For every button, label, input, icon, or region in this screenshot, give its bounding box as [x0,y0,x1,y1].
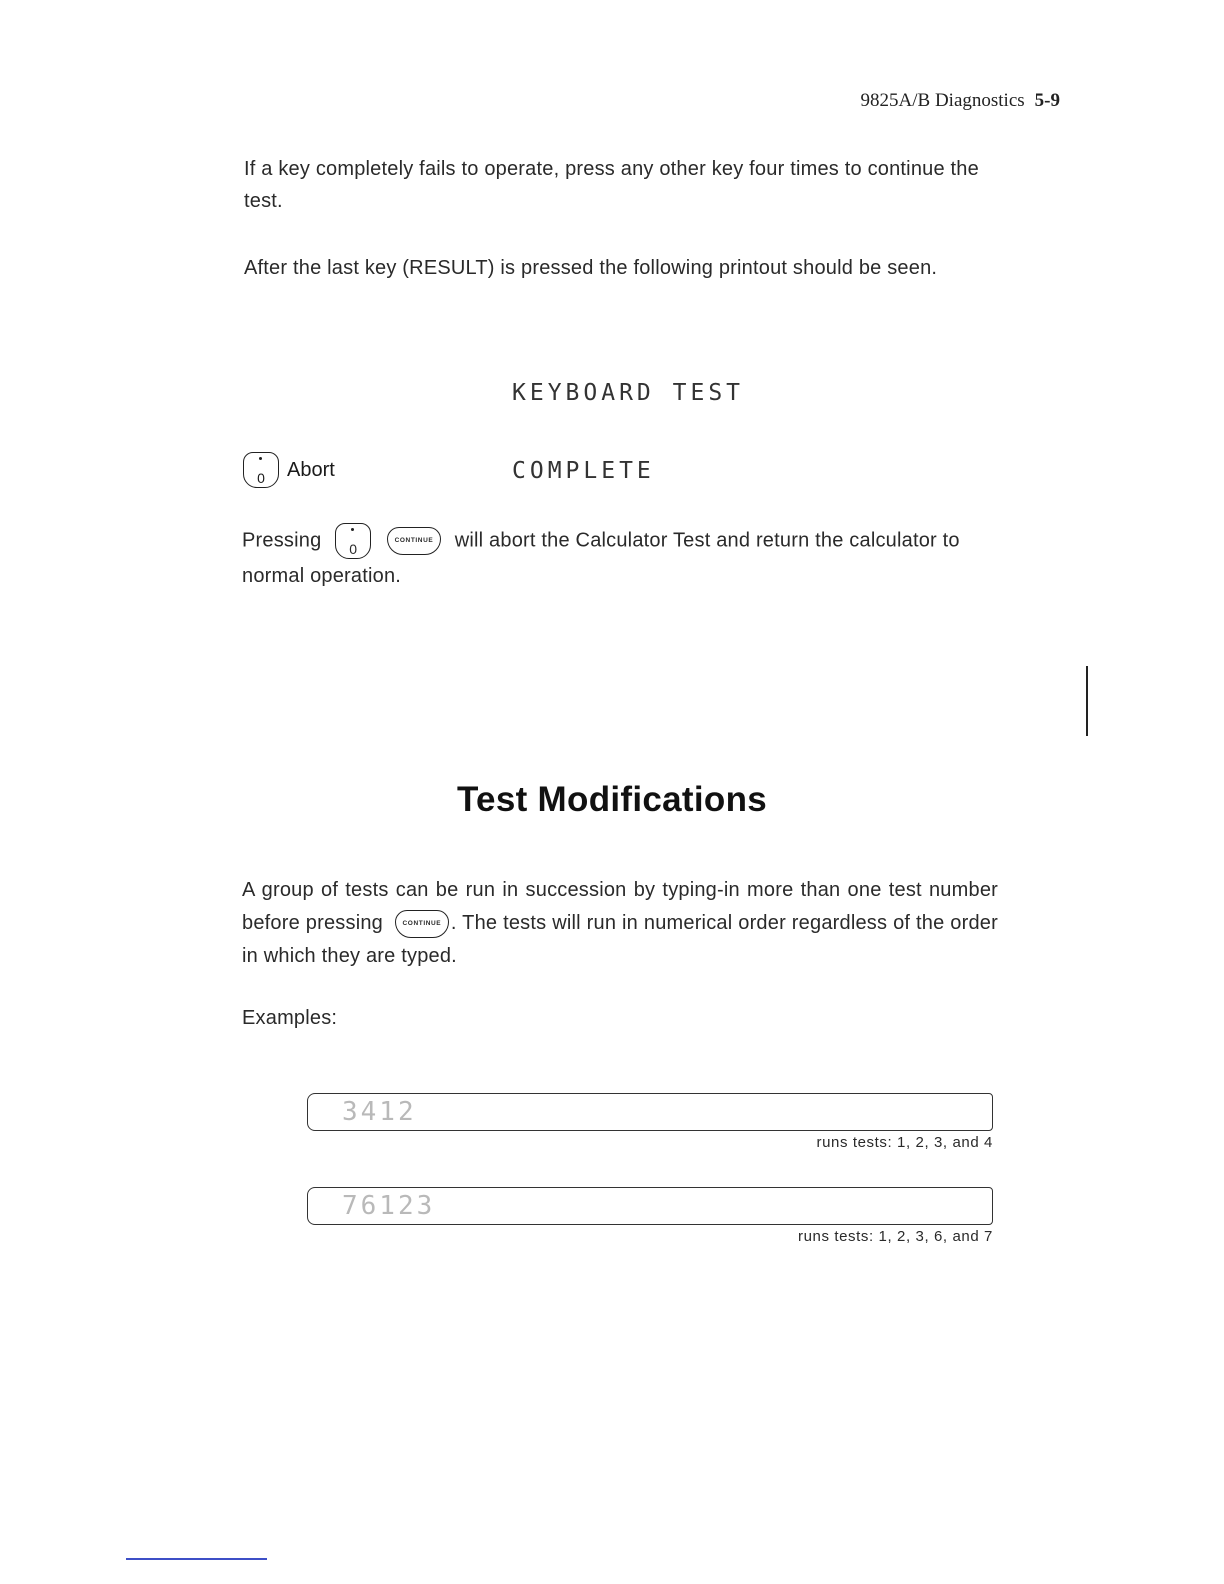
running-header [760,90,1060,112]
footer-rule [126,1558,267,1560]
abort-text-after: will abort the Calculator Test and return the calculator to normal operation. [242,529,960,587]
examples-label: Examples: [242,1007,338,1029]
display-example-1 [307,1093,993,1131]
keyboard-test-printout [512,328,744,510]
example-2-caption: runs tests: 1, 2, 3, 6, and 7 [797,1228,993,1245]
modifications-text-before: A group of tests can be run in succession by typing-in more than one test number before pressing [242,879,998,934]
zero-key-icon: 0 [243,452,279,488]
continue-key-icon: CONTINUE [387,527,441,555]
display-value: 3412 [342,1097,417,1127]
abort-heading-text: Abort [287,458,335,481]
margin-change-bar [1086,666,1088,736]
display-example-2 [307,1187,993,1225]
printout-line-2: COMPLETE [512,458,655,484]
paragraph-after-last-key: After the last key (RESULT) is pressed the following printout should be seen. [244,257,938,279]
continue-key-icon: CONTINUE [395,910,449,938]
section-title: Test Modifications [456,780,768,819]
page-number: 5-9 [1034,90,1060,111]
zero-key-icon: 0 [335,523,371,559]
header-title: 9825A/B Diagnostics [860,90,1025,111]
abort-paragraph [242,523,1002,593]
modifications-text-after: . The tests will run in numerical order regardless of the order in which they are typed. [242,912,998,967]
modifications-paragraph [242,874,998,973]
printout-line-1: KEYBOARD TEST [512,380,745,406]
abort-heading [243,452,335,488]
display-value: 76123 [342,1191,436,1221]
paragraph-key-failure: If a key completely fails to operate, press any other key four times to continue the test. [244,158,979,212]
example-1-caption: runs tests: 1, 2, 3, and 4 [816,1134,993,1151]
abort-text-before: Pressing [242,529,322,552]
